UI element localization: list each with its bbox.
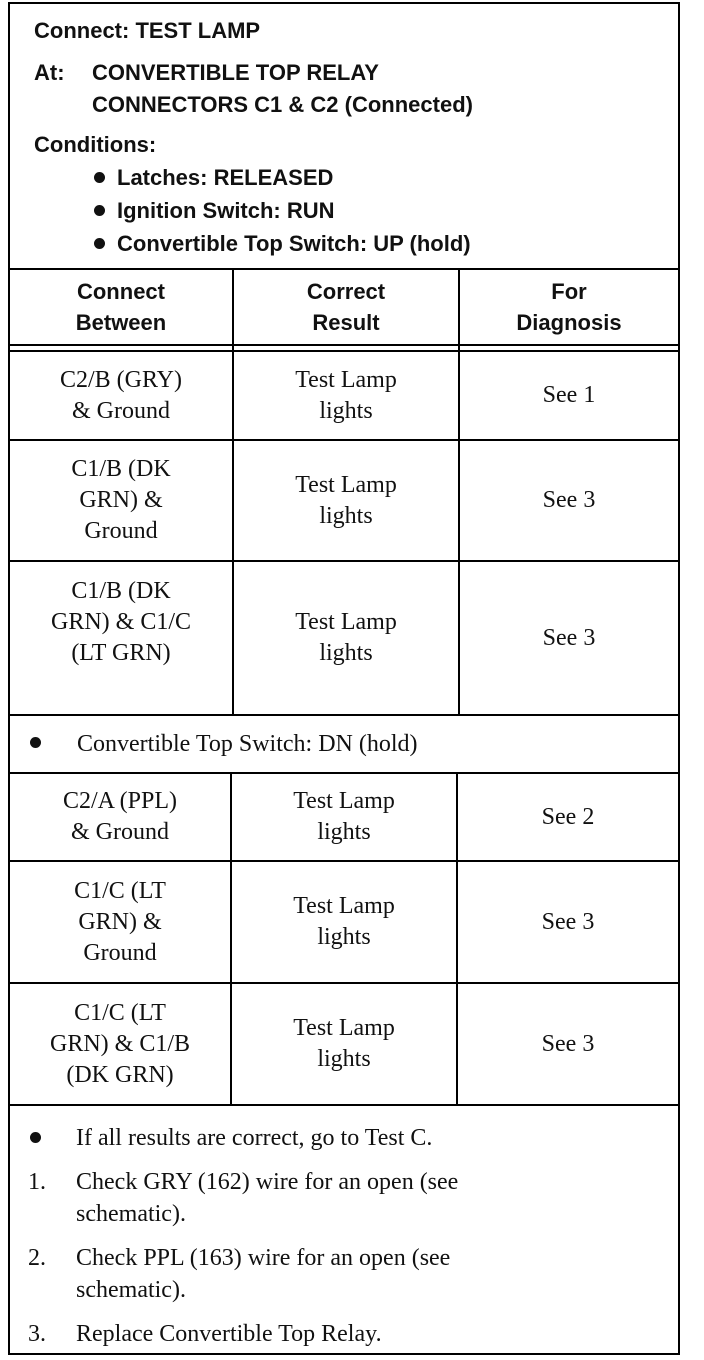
bullet-icon — [30, 1132, 41, 1143]
table-row-result: Test Lamp lights — [295, 609, 397, 666]
conditions-label: Conditions: — [34, 132, 157, 157]
table-row-result: Test Lamp lights — [295, 366, 397, 424]
bullet-icon — [30, 737, 41, 748]
connect-line: Connect: TEST LAMP — [34, 18, 261, 43]
table-row-diagnosis: See 2 — [541, 803, 595, 830]
table-row-between: C1/C (LT GRN) & Ground — [74, 877, 166, 966]
table-row-between: C2/B (GRY) & Ground — [59, 366, 182, 424]
note-item: 1. Check GRY (162) wire for an open (see schematic). — [28, 1169, 459, 1227]
table-row-result: Test Lamp lights — [293, 788, 395, 845]
table-row-diagnosis: See 3 — [541, 908, 595, 935]
table-row-diagnosis: See 1 — [542, 382, 596, 408]
table-row-result: Test Lamp lights — [293, 1015, 395, 1072]
table-row-diagnosis: See 3 — [541, 1030, 595, 1057]
diagnostic-chart — [8, 2, 680, 1355]
column-header-connect-between: Connect Between — [75, 279, 167, 335]
divider — [10, 344, 678, 346]
column-header-correct-result: Correct Result — [306, 279, 386, 335]
condition-item: Ignition Switch: RUN — [94, 198, 335, 224]
condition-item: Convertible Top Switch: UP (hold) — [94, 231, 471, 257]
bullet-icon — [94, 172, 105, 183]
table-row-diagnosis: See 3 — [542, 624, 596, 651]
table-row-between: C2/A (PPL) & Ground — [62, 788, 178, 845]
table-row-between: C1/B (DK GRN) & Ground — [71, 456, 171, 544]
at-location-line2: CONNECTORS C1 & C2 (Connected) — [92, 92, 473, 117]
bullet-icon — [94, 205, 105, 216]
table-row-diagnosis: See 3 — [542, 487, 596, 513]
column-header-for-diagnosis: For Diagnosis — [516, 279, 622, 335]
condition-item: Latches: RELEASED — [94, 165, 333, 191]
table-row-result: Test Lamp lights — [293, 893, 395, 950]
table-row-between: C1/B (DK GRN) & C1/C (LT GRN) — [50, 578, 191, 666]
at-location-line1: CONVERTIBLE TOP RELAY — [92, 60, 379, 85]
mid-condition-row: Convertible Top Switch: DN (hold) — [10, 716, 678, 772]
table-row-result: Test Lamp lights — [295, 471, 397, 529]
at-label: At: — [34, 60, 65, 85]
note-item: 2. Check PPL (163) wire for an open (see schematic). — [28, 1245, 451, 1303]
bullet-icon — [94, 238, 105, 249]
note-item: 3. Replace Convertible Top Relay. — [28, 1321, 382, 1347]
table-row-between: C1/C (LT GRN) & C1/B (DK GRN) — [49, 999, 190, 1088]
test-header — [10, 4, 678, 270]
note-bullet: If all results are correct, go to Test C. — [28, 1122, 648, 1154]
divider — [10, 1104, 678, 1106]
